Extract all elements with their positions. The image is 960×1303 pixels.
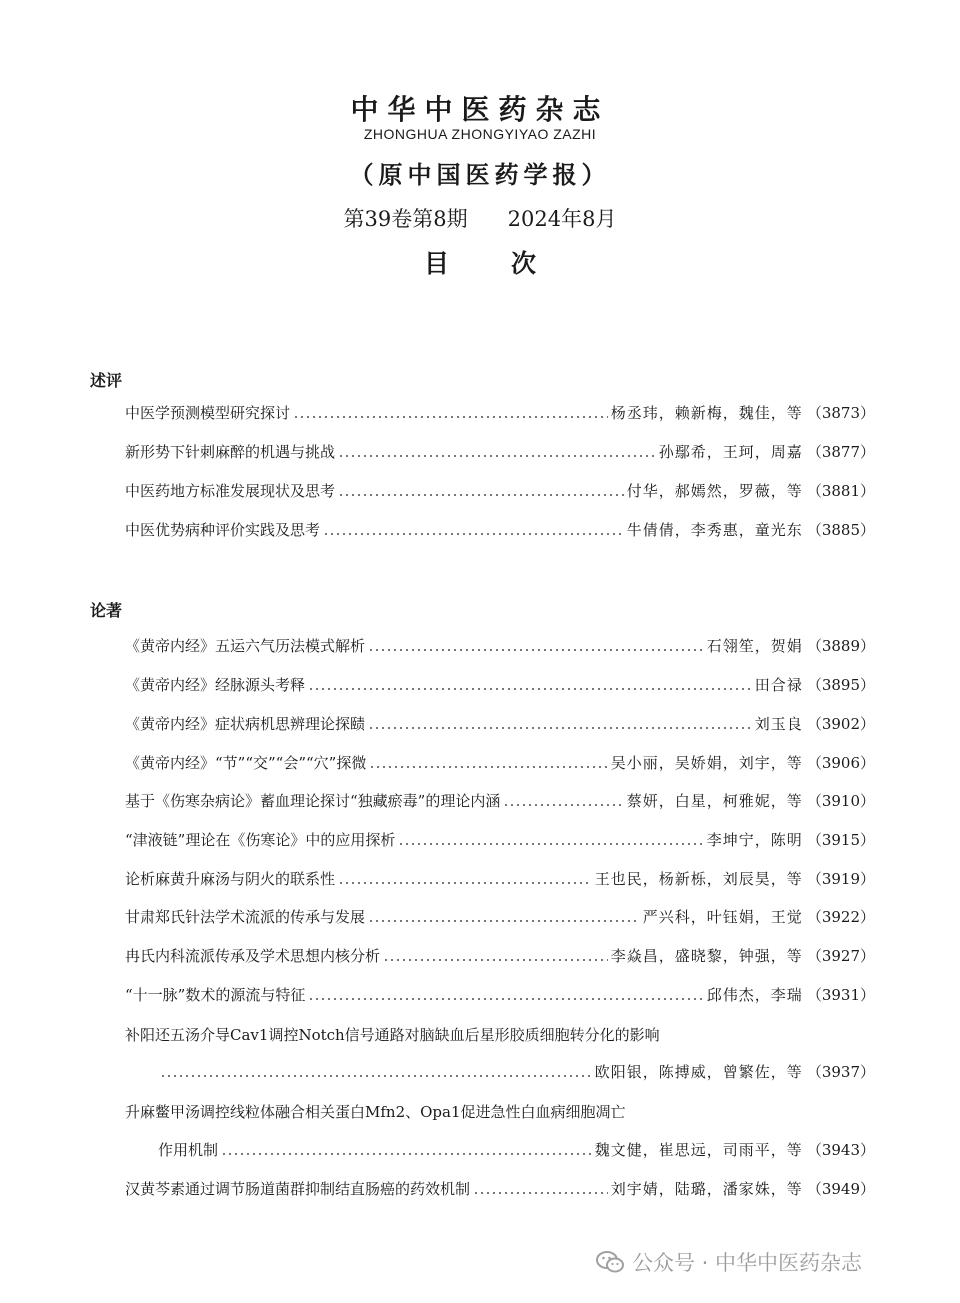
entry-title-continued: 作用机制	[158, 1141, 219, 1159]
leader-dots	[398, 832, 703, 848]
toc-entry[interactable]	[125, 402, 875, 426]
entry-title: 新形势下针刺麻醉的机遇与挑战	[125, 443, 336, 461]
leader-dots	[323, 522, 624, 538]
entry-title: 甘肃郑氏针法学术流派的传承与发展	[125, 908, 366, 926]
toc-heading-char-1: 目	[423, 249, 449, 278]
entry-title: 基于《伤寒杂病论》蓄血理论探讨“独藏瘀毒”的理论内涵	[125, 792, 501, 810]
entry-title: 《黄帝内经》经脉源头考释	[125, 676, 306, 694]
toc-entry[interactable]	[125, 635, 875, 659]
leader-dots	[308, 677, 752, 693]
entry-authors: 田合禄	[754, 676, 803, 694]
toc-entry[interactable]	[125, 519, 875, 543]
toc-entry[interactable]	[125, 945, 875, 969]
leader-dots	[473, 1181, 608, 1197]
toc-entry[interactable]	[125, 984, 875, 1008]
leader-dots	[293, 405, 608, 421]
entry-page: （3931）	[806, 986, 875, 1004]
toc-heading-char-2: 次	[511, 249, 537, 278]
entry-authors: 付华，郝嫣然，罗薇，等	[626, 482, 803, 500]
toc-entry[interactable]	[125, 441, 875, 465]
issue-volume: 第39卷第8期	[343, 207, 468, 231]
entry-title: 《黄帝内经》症状病机思辨理论探赜	[125, 715, 366, 733]
entry-page: （3902）	[806, 715, 875, 733]
entry-title: “津液链”理论在《伤寒论》中的应用探析	[125, 831, 396, 849]
entry-page: （3915）	[806, 831, 875, 849]
leader-dots	[383, 948, 608, 964]
journal-title: 中华中医药杂志	[350, 93, 610, 126]
entry-page: （3927）	[806, 947, 875, 965]
toc-heading	[0, 244, 960, 280]
toc-entry[interactable]	[125, 674, 875, 698]
entry-page: （3937）	[806, 1063, 875, 1081]
leader-dots	[369, 755, 607, 771]
entry-authors: 杨丞玮，赖新梅，魏佳，等	[610, 404, 803, 422]
toc-entry[interactable]	[125, 868, 875, 892]
issue-info	[0, 203, 960, 233]
toc-entry[interactable]	[160, 1061, 875, 1085]
leader-dots	[221, 1142, 592, 1158]
leader-dots	[368, 716, 752, 732]
leader-dots	[503, 793, 623, 809]
toc-entry[interactable]	[125, 480, 875, 504]
watermark-text: 公众号 · 中华中医药杂志	[632, 1251, 863, 1275]
journal-former-title: （原中国医药学报）	[349, 161, 611, 189]
entry-title: 汉黄芩素通过调节肠道菌群抑制结直肠癌的药效机制	[125, 1180, 471, 1198]
leader-dots	[338, 483, 624, 499]
leader-dots	[338, 444, 656, 460]
toc-entry[interactable]	[158, 1139, 875, 1163]
entry-page: （3949）	[806, 1180, 875, 1198]
entry-title: 中医药地方标准发展现状及思考	[125, 482, 336, 500]
entry-authors: 魏文健，崔思远，司雨平，等	[594, 1141, 803, 1159]
entry-authors: 王也民，杨新栎，刘辰昊，等	[594, 870, 803, 888]
leader-dots	[368, 909, 640, 925]
entry-page: （3889）	[806, 637, 875, 655]
entry-title: “十一脉”数术的源流与特征	[125, 986, 306, 1004]
entry-page: （3943）	[806, 1141, 875, 1159]
entry-title: 冉氏内科流派传承及学术思想内核分析	[125, 947, 381, 965]
leader-dots	[368, 638, 704, 654]
entry-page: （3881）	[806, 482, 875, 500]
entry-title: 《黄帝内经》五运六气历法模式解析	[125, 637, 366, 655]
toc-entry[interactable]	[125, 790, 875, 814]
leader-dots	[338, 871, 592, 887]
entry-authors: 孙鄢希，王珂，周嘉	[658, 443, 803, 461]
entry-title[interactable]: 升麻鳖甲汤调控线粒体融合相关蛋白Mfn2、Opa1促进急性白血病细胞凋亡	[125, 1103, 626, 1121]
entry-page: （3877）	[806, 443, 875, 461]
section-label-review: 述评	[90, 371, 123, 390]
journal-title-pinyin: ZHONGHUA ZHONGYIYAO ZAZHI	[363, 126, 597, 142]
entry-page: （3922）	[806, 908, 875, 926]
entry-page: （3910）	[806, 792, 875, 810]
wechat-watermark	[596, 1247, 862, 1277]
entry-page: （3885）	[806, 521, 875, 539]
entry-title[interactable]: 补阳还五汤介导Cav1调控Notch信号通路对脑缺血后星形胶质细胞转分化的影响	[125, 1026, 660, 1044]
issue-date: 2024年8月	[507, 207, 617, 231]
entry-authors: 刘玉良	[754, 715, 803, 733]
entry-authors: 李坤宁，陈明	[706, 831, 803, 849]
toc-entry[interactable]	[125, 829, 875, 853]
entry-authors: 蔡妍，白星，柯雅妮，等	[626, 792, 803, 810]
toc-entry[interactable]	[125, 752, 875, 776]
entry-authors: 刘宇婧，陆璐，潘家姝，等	[610, 1180, 803, 1198]
entry-title: 《黄帝内经》“节”“交”“会”“穴”探微	[125, 754, 367, 772]
toc-entry[interactable]	[125, 1178, 875, 1202]
entry-page: （3873）	[806, 404, 875, 422]
entry-title: 论析麻黄升麻汤与阴火的联系性	[125, 870, 336, 888]
entry-page: （3919）	[806, 870, 875, 888]
entry-page: （3895）	[806, 676, 875, 694]
entry-authors: 严兴科，叶钰娟，王觉	[642, 908, 803, 926]
entry-authors: 欧阳银，陈搏威，曾繁佐，等	[594, 1063, 803, 1081]
toc-entry[interactable]	[125, 906, 875, 930]
entry-authors: 牛倩倩，李秀惠，童光东	[626, 521, 803, 539]
entry-page: （3906）	[806, 754, 875, 772]
section-label-articles: 论著	[90, 601, 123, 620]
entry-authors: 李焱昌，盛晓黎，钟强，等	[610, 947, 803, 965]
entry-authors: 邱伟杰，李瑞	[706, 986, 803, 1004]
entry-authors: 吴小丽，吴娇娟，刘宇，等	[610, 754, 803, 772]
toc-entry[interactable]	[125, 713, 875, 737]
leader-dots	[308, 987, 703, 1003]
entry-authors: 石翎笙，贺娟	[706, 637, 803, 655]
wechat-icon	[596, 1250, 624, 1274]
leader-dots	[160, 1064, 592, 1080]
entry-title: 中医优势病种评价实践及思考	[125, 521, 321, 539]
entry-title: 中医学预测模型研究探讨	[125, 404, 291, 422]
